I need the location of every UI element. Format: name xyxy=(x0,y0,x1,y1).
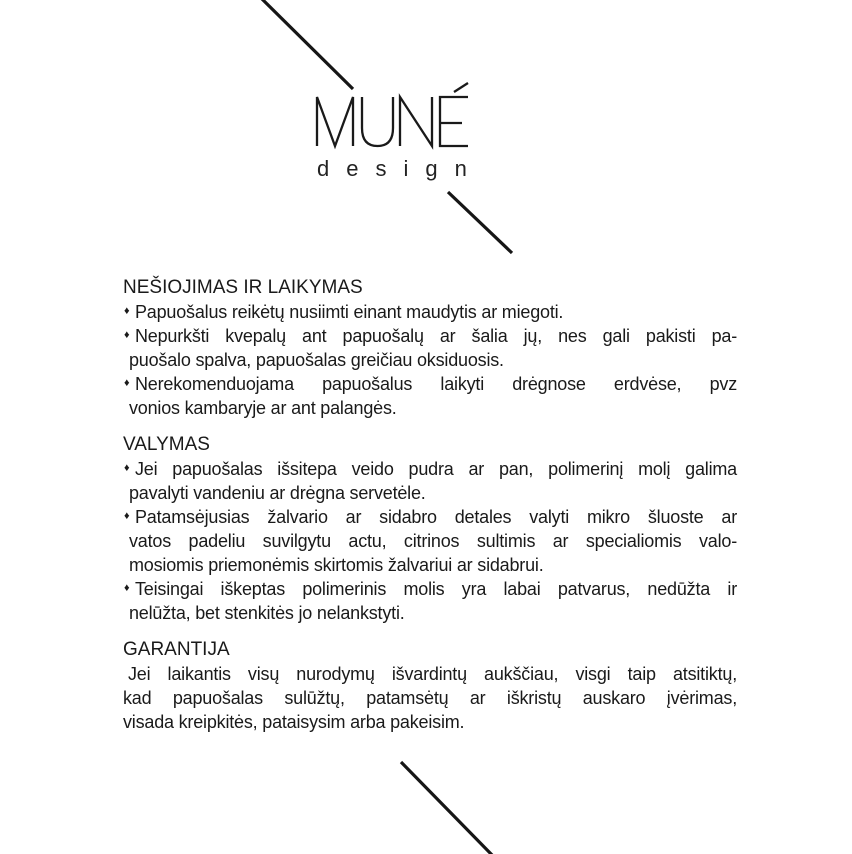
line-text: vatos padeliu suvilgytu actu, citrinos sultimis ar specialiomis valo- xyxy=(129,531,737,551)
brand-subtitle: design xyxy=(317,156,484,181)
continuation-line xyxy=(123,553,737,577)
continuation-line xyxy=(123,601,737,625)
line-text: vonios kambaryje ar ant palangės. xyxy=(129,398,397,418)
bullet-line xyxy=(123,324,737,348)
line-text: mosiomis priemonėmis skirtomis žalvariui ar sidabrui. xyxy=(129,555,544,575)
section-cleaning xyxy=(123,433,737,625)
line-text: visada kreipkitės, pataisysim arba pakeisim. xyxy=(123,712,465,732)
section-heading: NEŠIOJIMAS IR LAIKYMAS xyxy=(123,277,363,298)
paragraph-line xyxy=(123,662,737,686)
bullet-diamond-icon: ♦ xyxy=(124,582,130,594)
bullet-diamond-icon: ♦ xyxy=(124,462,130,474)
bullet-diamond-icon: ♦ xyxy=(124,329,130,341)
section-wearing-and-storage xyxy=(123,276,737,420)
continuation-line xyxy=(123,481,737,505)
letter-e xyxy=(440,97,468,146)
care-text xyxy=(123,276,737,734)
line-text: Jei laikantis visų nurodymų išvardintų aukščiau, visgi taip atsitiktų, xyxy=(128,664,737,684)
line-text: Jei papuošalas išsitepa veido pudra ar pan, polimerinį molį galima xyxy=(135,459,737,479)
bullet-line xyxy=(123,372,737,396)
letter-u xyxy=(362,97,393,146)
bullet-line xyxy=(123,505,737,529)
diagonal-line-middle xyxy=(448,192,512,253)
letter-e-acute-accent xyxy=(454,83,468,92)
bullet-diamond-icon: ♦ xyxy=(124,305,130,317)
diagonal-line-bottom xyxy=(401,762,494,854)
bullet-line xyxy=(123,457,737,481)
line-text: Teisingai iškeptas polimerinis molis yra labai patvarus, nedūžta ir xyxy=(135,579,737,599)
paragraph-line xyxy=(123,686,737,710)
section-heading: GARANTIJA xyxy=(123,639,230,660)
line-text: kad papuošalas sulūžtų, patamsėtų ar iškristų auskaro įvėrimas, xyxy=(123,688,737,708)
section-warranty xyxy=(123,638,737,734)
line-text: pavalyti vandeniu ar drėgna servetėle. xyxy=(129,483,426,503)
bullet-line xyxy=(123,577,737,601)
line-text: nelūžta, bet stenkitės jo nelankstyti. xyxy=(129,603,405,623)
line-text: Nerekomenduojama papuošalus laikyti drėgnose erdvėse, pvz xyxy=(135,374,737,394)
letter-n xyxy=(400,97,432,146)
letter-m xyxy=(317,97,353,146)
continuation-line xyxy=(123,348,737,372)
continuation-line xyxy=(123,396,737,420)
line-text: puošalo spalva, papuošalas greičiau oksiduosis. xyxy=(129,350,504,370)
continuation-line xyxy=(123,529,737,553)
bullet-diamond-icon: ♦ xyxy=(124,377,130,389)
bullet-diamond-icon: ♦ xyxy=(124,510,130,522)
line-text: Papuošalus reikėtų nusiimti einant maudytis ar miegoti. xyxy=(135,302,564,322)
line-text: Nepurkšti kvepalų ant papuošalų ar šalia jų, nes gali pakisti pa- xyxy=(135,326,737,346)
line-text: Patamsėjusias žalvario ar sidabro detales valyti mikro šluoste ar xyxy=(135,507,737,527)
paragraph-line xyxy=(123,710,737,734)
diagonal-line-top xyxy=(261,0,353,89)
section-heading: VALYMAS xyxy=(123,434,210,455)
bullet-line xyxy=(123,300,737,324)
